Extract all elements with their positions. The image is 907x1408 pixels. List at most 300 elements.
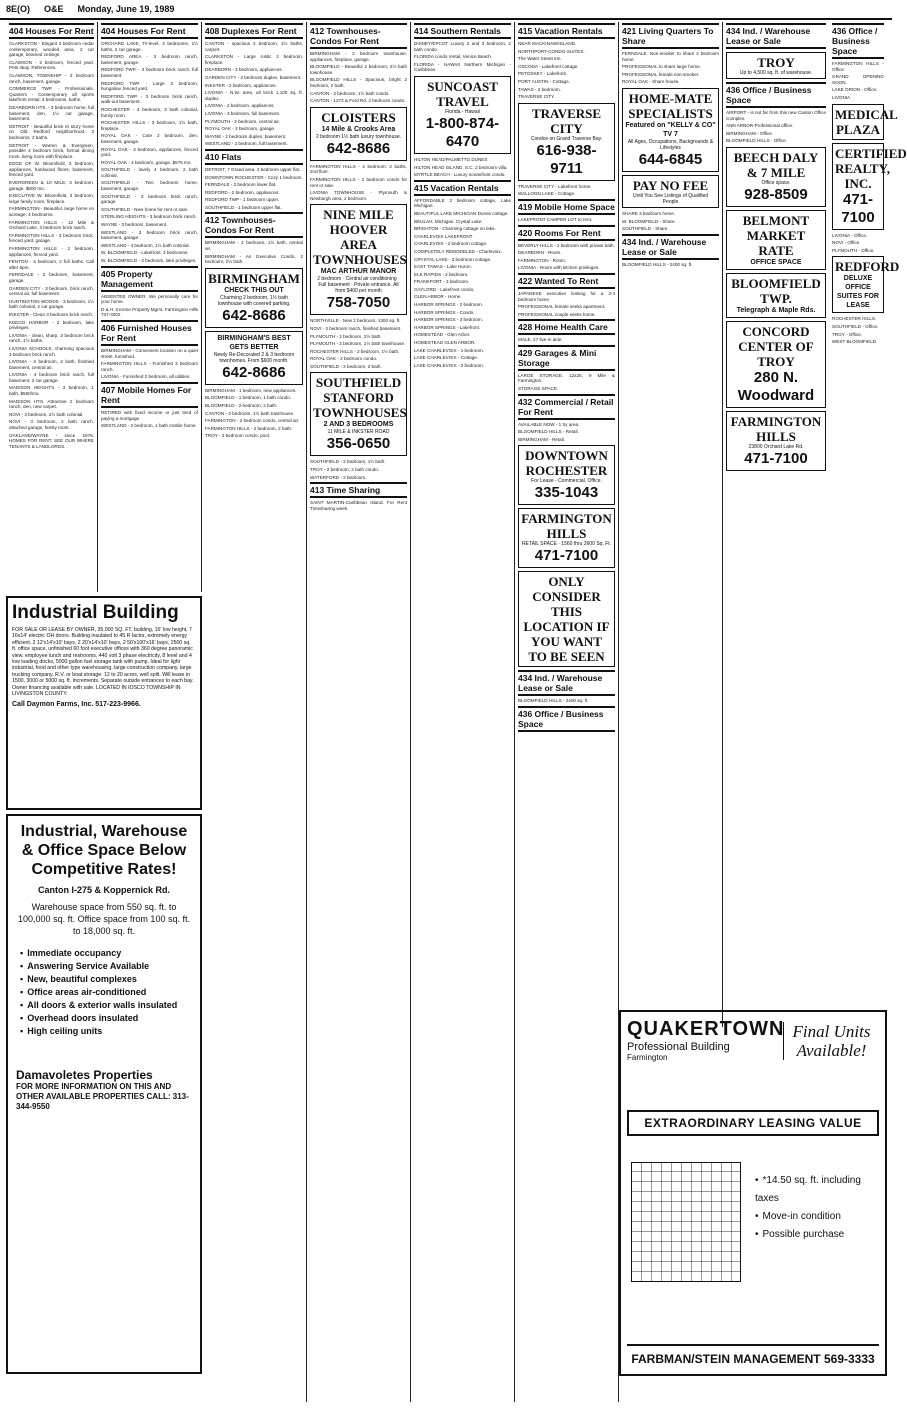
display-ad-tiny: 11 MILE & INKSTER ROAD xyxy=(327,429,390,436)
classified-ad: ROYAL OAK - 2 bedroom, garage. xyxy=(205,126,276,132)
classified-ad: SOUTHFIELD - Share. xyxy=(622,226,669,232)
classified-ad: ROYAL OAK - Cute 2 bedroom, den, basement, garage. xyxy=(101,133,198,144)
floor-plan-graphic xyxy=(631,1162,741,1282)
classified-ad: CRYSTAL LAKE - 3 bedroom cottage. xyxy=(414,256,492,262)
section-heading: 436 Office / Business Space xyxy=(726,82,826,108)
classified-ad: BLOOMFIELD - Beautiful 2 bedroom, 2½ bath townhouse. xyxy=(310,64,407,75)
display-ad-big: SOUTHFIELD STANFORD TOWNHOUSES xyxy=(313,375,407,421)
section-heading: 428 Home Health Care xyxy=(518,319,615,335)
section-heading: 420 Rooms For Rent xyxy=(518,225,615,241)
display-ad-phone: 642-8686 xyxy=(222,363,286,381)
classified-ad: ANN ARBOR-Professional office. xyxy=(726,123,794,129)
classified-ad: SOUTHFIELD - 2 bedroom, 2 bath. xyxy=(310,363,382,369)
section-heading: 412 Townhouses-Condos For Rent xyxy=(310,23,407,49)
classified-ad: HOMESTEAD - Glen Arbor. xyxy=(414,332,471,338)
classified-ad: ROCHESTER HILLS - 3 bedroom, 1½ bath, fireplace. xyxy=(101,120,198,131)
classified-ad: CANTON - 1273 & Ford Rd. 2 bedroom condo. xyxy=(310,98,406,104)
classified-ad: REDFORD AREA - 3 bedroom ranch, basement, garage. xyxy=(101,54,198,65)
display-ad xyxy=(310,204,407,315)
classified-ad: BLOOMFIELD - 1 bedroom, 1 bath condo. xyxy=(205,395,292,401)
quakertown-final-units: Final Units Available! xyxy=(783,1022,875,1060)
classified-ad: BEULAH, Michigan. Crystal Lake. xyxy=(414,218,483,224)
industrial-phone: Call Daymon Farms, Inc. 517-223-9966. xyxy=(12,701,141,709)
classified-column xyxy=(98,22,202,592)
section-heading: 407 Mobile Homes For Rent xyxy=(101,382,198,408)
classified-ad: AFFORDABLE 2 bedroom cottage, Lake Michigan. xyxy=(414,197,511,209)
warehouse-feature: ▪ All doors & exterior walls insulated xyxy=(20,999,192,1012)
classified-ad: TRAVERSE CITY - Lakefront home. xyxy=(518,183,592,189)
display-ad xyxy=(726,52,826,79)
classified-ad: ROYAL OAK - 2 bedroom condo. xyxy=(310,356,378,362)
display-ad xyxy=(832,143,907,230)
display-ad-mid: Featured on "KELLY & CO" TV 7 xyxy=(625,121,716,138)
classified-ad: ABSENTEE OWNER. We personally care for your home. xyxy=(101,293,198,305)
classified-ad: COMMERCE TWP. - Professionals. Quarters - Contemporary all sports lakefront rental, 4 bedrooms, baths. xyxy=(9,86,94,103)
display-ad-big: CERTIFIED REALTY, INC. xyxy=(835,145,907,191)
classified-ad: SHARE 3 bedroom home. xyxy=(622,210,676,216)
display-ad xyxy=(726,147,826,207)
warehouse-location: Canton I-275 & Koppernick Rd. xyxy=(37,885,171,895)
classified-ad: LAKE CHARLEVOIX - Cottage. xyxy=(414,355,479,361)
display-ad xyxy=(205,331,303,385)
display-ad-big: HOME-MATE SPECIALISTS xyxy=(628,90,713,121)
section-heading: 432 Commercial / Retail For Rent xyxy=(518,394,615,420)
display-ad xyxy=(205,268,303,328)
display-ad xyxy=(518,508,615,568)
classified-ad: HARBOR SPRINGS - Condo. xyxy=(414,309,475,315)
classified-ad: D & H. Income Property Mgmt. Farmington Hills 737-4002 xyxy=(101,306,199,318)
classified-ad: NOVI - Office. xyxy=(832,240,861,246)
issue-date: Monday, June 19, 1989 xyxy=(77,4,175,14)
classified-ad: FARMINGTON HILLS - 2 bedroom, 2 baths, 2nd floor. xyxy=(310,163,407,175)
display-ad-big: BEECH DALY & 7 MILE xyxy=(733,149,819,180)
classified-ad: DETROIT - Warren & Evergreen, possible 4 bedroom brick, formal dining room, living room with fireplace. xyxy=(9,142,94,159)
section-heading: 434 Ind. / Warehouse Lease or Sale xyxy=(518,670,615,696)
display-ad xyxy=(726,273,826,318)
classified-ad: DETROIT, 7 Grand area, 2 bedroom upper flat. xyxy=(205,166,301,172)
display-ad-phone: 471-7100 xyxy=(744,449,808,467)
display-ad-tiny: RETAIL SPACE · 1560 thru 2600 Sq. Ft. xyxy=(521,541,612,548)
classified-ad: LIVONIA - clean, sharp, 3 bedroom brick ranch, 1½ baths. xyxy=(9,332,94,344)
classified-ad: BIRMINGHAM - Office. xyxy=(726,130,774,136)
display-ad xyxy=(518,571,615,667)
classified-ad: CANTON - 2 bedroom, 1½ bath condo. xyxy=(310,90,390,96)
display-ad-tiny: Florida - Hawaii xyxy=(445,108,480,115)
classified-ad: DOWNTOWN ROCHESTER - Cozy 1 bedroom. xyxy=(205,174,303,180)
classified-ad: FARMINGTON HILLS - 12 Mile & Orchard Lake, 3 bedroom brick ranch. xyxy=(9,219,94,231)
classified-column xyxy=(202,22,307,1402)
warehouse-contact: FOR MORE INFORMATION ON THIS AND OTHER AVAILABLE PROPERTIES CALL: 313-344-9550 xyxy=(16,1082,189,1111)
display-ad-phone: 335-1043 xyxy=(534,484,599,502)
classified-ad: AVAILABLE NOW - 1 try area. xyxy=(518,421,580,427)
classified-ad: TROY - 2 bedroom condo, pool. xyxy=(205,433,271,439)
classified-ad: ROCHESTER HILLS - 2 bedroom, 1½ bath. xyxy=(310,348,400,354)
display-ad-mid: MAC ARTHUR MANOR xyxy=(320,268,397,276)
classified-ad: FARMINGTON - Room. xyxy=(518,257,567,263)
classified-ad: SAINT MARTIN-Caribbean Island. For Rent Timesharing week. xyxy=(310,500,407,511)
classified-ad: BIRMINGHAM - An Executive Condo, 2 bedroom, 2½ bath. xyxy=(205,253,303,265)
classified-ad: MYRTLE BEACH - Luxury oceanfront condo. xyxy=(414,172,506,178)
classified-ad: BIRMINGHAM - Retail. xyxy=(518,436,565,442)
classified-ad: LAKEFRONT CAMPER LOT to rent. xyxy=(518,216,593,222)
display-ad xyxy=(726,321,826,408)
classified-ad: TROY - Office. xyxy=(832,331,862,337)
display-ad-big: TROY xyxy=(757,55,795,70)
classified-ad: FERNDALE - 2 bedroom, basement, garage. xyxy=(9,272,94,283)
classified-ad: ROYAL OAK - Share house. xyxy=(622,79,680,85)
classified-ad: CLAWSON, TOWNSHIP - 3 bedroom ranch, basement, garage. xyxy=(9,72,94,84)
section-heading: 421 Living Quarters To Share xyxy=(622,23,719,49)
classified-ad: LIVONIA - Furnished 2 bedroom, all utilities. xyxy=(101,374,191,380)
classified-ad: W. BLOOMFIELD - Share. xyxy=(622,218,676,224)
classified-ad: ORCHARD LAKE, Tri-level, 3 bedrooms, 1½ baths, 2 car garage. xyxy=(101,41,198,52)
classified-ad: TAWAS - 2 bedroom. xyxy=(518,86,561,92)
classified-ad: BEVERLY HILLS - 1 bedroom with private bath. xyxy=(518,242,615,248)
display-ad xyxy=(622,175,719,208)
display-ad-big: BIRMINGHAM xyxy=(208,270,300,286)
classified-ad: WESTLAND - 2 bedroom, full basement. xyxy=(205,141,288,147)
quakertown-features xyxy=(755,1172,885,1244)
classified-ad: GRAND OPENING SOON. xyxy=(832,74,884,85)
display-ad-tiny: Charming 2 bedroom, 1½ bath townhouse with covered parking. xyxy=(217,294,291,307)
display-ad xyxy=(518,445,615,505)
display-ad-phone: 616-938-9711 xyxy=(536,141,597,177)
classified-ad: CHARLEVOIX LAKEFRONT xyxy=(414,233,473,239)
classified-ad: NORTHVILLE - New 2 bedroom, 1300 sq. ft. xyxy=(310,318,401,324)
classified-ad: CLARKSTON - Elegant 3 bedroom cedar contemporary, wooded area, 2 car garage, beamed ceilings. xyxy=(9,41,94,58)
classified-ad: PROFESSIONAL couple seeks home. xyxy=(518,311,596,317)
classified-ad: PLYMOUTH - Office. xyxy=(832,247,875,253)
classified-ad: HARBOR SPRINGS - 3 bedroom. xyxy=(414,317,483,323)
industrial-text: FOR SALE OR LEASE BY OWNER, 35,000 SQ. FT. building, 16' low height, 7 16x14' electric OH doors. Building insulated to 45 R factor, extremely energy efficient. 2 12'x14'x10' bays, 2 20'x14'x10' bays, 2 50'x100'x16' bays, 2500 sq. ft. office space, unfinished 60 foot executive offices with 360 degree panoramic view, employee lunch and restrooms, 440 volt 3 phase electricity, 8 level and 4 low loading docks, 5000 gallon fuel storage tank with pump. Ideal for light industrial, food and other type warehousing, large construction company, large trucking company, R.V. or boat storage. 12 to 20 acres, well split. Will lease in 1500, 3000 or 5000 sq. ft. increments. Separate outside entrances to each bay. Owner financing available with sale. LOCATED IN IOSCO TOWNSHIP IN LIVINGSTON COUNTY. xyxy=(12,627,194,698)
display-ad-big: REDFORD xyxy=(835,259,900,275)
section-heading: 405 Property Management xyxy=(101,266,198,292)
display-ad xyxy=(414,76,511,154)
display-ad-phone: 642-8686 xyxy=(326,139,391,157)
classified-column xyxy=(6,22,98,592)
classified-ad: FLORIDA - HAWAII Northern Michigan - Caribbean. xyxy=(414,61,511,73)
classified-ad: FARMINGTON HILLS - 2 bedroom, 2 bath. xyxy=(205,425,293,431)
classified-ad: BIRMINGHAM - 2 bedroom, 1½ bath, central air. xyxy=(205,240,303,252)
classified-ad: EVERGREEN & 10 MILE, 3 bedroom, garage. $500 mo. xyxy=(9,180,94,191)
display-ad-mid: Telegraph & Maple Rds. xyxy=(736,306,816,314)
display-ad-mid: 2 AND 3 BEDROOMS xyxy=(323,421,394,429)
classified-ad: HARBOR SPRINGS - 2 bedroom. xyxy=(414,302,483,308)
display-ad xyxy=(726,411,826,471)
classified-ad: PLYMOUTH - 2 bedroom, central air. xyxy=(205,118,280,124)
display-ad-phone: 471-7100 xyxy=(534,547,599,565)
classified-ad: HARBOR SPRINGS - Lakefront. xyxy=(414,324,481,330)
classified-ad: W. BLOOMFIELD - 2 bedroom, lake privileges. xyxy=(101,258,197,263)
display-ad xyxy=(832,256,900,313)
display-ad-tiny: 2 bedroom 1½ bath luxury townhouse. xyxy=(315,133,402,140)
classified-ad: OAKLAND/WAYNE - since 1976, HOMES FOR RENT. SEE OUR WHERE TENANTS & LANDLORDS. xyxy=(9,432,94,449)
classified-ad: FARMINGTON - Beautiful, large home on acreage, 4 bedrooms. xyxy=(9,206,94,218)
classified-ad: PLYMOUTH - 2 bedroom, 2½ bath. xyxy=(310,333,382,339)
section-heading: 404 Houses For Rent xyxy=(9,23,94,39)
classified-column xyxy=(515,22,619,1402)
page-number: 8E(O) xyxy=(6,4,31,14)
display-ad-big: BLOOMFIELD TWP. xyxy=(731,275,821,306)
classified-ad: CANTON - 2 bedroom, 1½ bath townhouse. xyxy=(205,410,295,416)
display-ad-big: DOWNTOWN ROCHESTER xyxy=(525,448,608,479)
classified-ad: LARGE STORAGE. 12x25, 9 Mile & Farmington. xyxy=(518,372,615,384)
classified-ad: REDFORD TWP. - 3 bedroom brick ranch, full basement. xyxy=(101,67,198,78)
display-ad-big: NINE MILE HOOVER AREA TOWNHOUSES xyxy=(313,207,407,268)
classified-ad: FARMINGTON HILLS - 2 bedroom, appliances, fenced yard. xyxy=(9,246,94,257)
classified-ad: PORT AUSTIN - Cottage. xyxy=(518,78,570,84)
section-heading: 419 Mobile Home Space xyxy=(518,199,615,215)
display-ad-phone: 644-6845 xyxy=(638,150,703,168)
classified-ad: TRAVERSE CITY. xyxy=(518,94,555,100)
classified-ad: HOMESTEAD GLEN ARBOR. xyxy=(414,340,476,346)
classified-ad: KEEGO HARBOR - 2 bedroom, lake privileges. xyxy=(9,319,94,331)
section-heading: 404 Houses For Rent xyxy=(101,23,198,39)
display-ad-big: BELMONT MARKET RATE xyxy=(742,212,810,258)
classified-ad: LIVONIA TOWNHOUSE - Plymouth & Newburgh area, 2 bedroom. xyxy=(310,190,407,201)
section-heading: 408 Duplexes For Rent xyxy=(205,23,303,39)
classified-ad: NEAR MACKINAW/ISLAND. xyxy=(518,41,577,46)
display-ad-tiny: For Lease - Commercial, Office. xyxy=(531,478,602,485)
classified-ad: LAKE ORION - Office. xyxy=(832,87,878,93)
classified-ad: INKSTER - 2 bedroom, appliances. xyxy=(205,82,277,88)
display-ad-phone: 280 N. Woodward xyxy=(737,368,815,404)
classified-ad: BLOOMFIELD HILLS - 2400 sq. ft. xyxy=(622,261,693,267)
quakertown-feature: • Move-in condition xyxy=(755,1208,885,1226)
warehouse-feature: ▪ High ceiling units xyxy=(20,1025,192,1038)
classified-ad: DEARBORN - 2 bedroom, appliances. xyxy=(205,67,283,73)
quakertown-ad xyxy=(619,1010,887,1376)
display-ad xyxy=(310,372,407,456)
classified-ad: FARMINGTON HILLS - Office. xyxy=(832,61,884,72)
classified-ad: FERNDALE - 2 bedroom lower flat. xyxy=(205,182,277,188)
classified-ad: LIVONIA - 3 bedroom, 2 bath, finished basement, central air. xyxy=(9,359,94,370)
classified-ad: TROY - 2 bedroom, 2 bath condo. xyxy=(310,467,380,473)
display-ad-big: FARMINGTON HILLS xyxy=(521,511,612,542)
classified-column xyxy=(619,22,723,1027)
classified-ad: LAKE CHARLEVOIX - 2 bedroom. xyxy=(414,362,484,368)
display-ad-tiny: Until You See Listings of Qualified People xyxy=(632,192,709,205)
classified-ad: MALE, 27 live-in aide. xyxy=(518,337,563,343)
display-ad-phone: 758-7050 xyxy=(326,294,391,312)
classified-ad: DEARBORN - Room. xyxy=(518,250,562,256)
classified-ad: LIVONIA - 4 bedroom brick ranch, full basement, 2 car garage. xyxy=(9,372,94,383)
quakertown-location: Farmington xyxy=(627,1053,668,1062)
classified-ad: PETOSKEY - Lakefront. xyxy=(518,71,568,77)
display-ad-big: PAY NO FEE xyxy=(632,177,709,193)
masthead xyxy=(0,0,892,20)
classified-column xyxy=(829,22,907,1027)
classified-ad: NOVI - 3 bedroom, 2 bath ranch, attached garage, family room. xyxy=(9,419,94,431)
classified-ad: SOUTHFIELD - 2 bedroom, 1½ bath. xyxy=(310,459,386,465)
classified-column xyxy=(307,22,411,1402)
display-ad-phone: 356-0650 xyxy=(326,435,391,453)
classified-ad: LIVONIA - 3 bedroom, full basement. xyxy=(205,110,281,116)
classified-ad: BRIGHTON - Charming cottage on lake. xyxy=(414,226,496,232)
classified-ad: FARMINGTON HILLS - 3 bedroom brick, fenced yard, garage. xyxy=(9,232,94,244)
display-ad xyxy=(310,107,407,161)
display-ad-tiny: Newly Re-Decorated 2 & 3 bedroom townhomes. From $600 month. xyxy=(213,351,295,364)
classified-ad: BLOOMFIELD - 2 bedroom, 2 bath. xyxy=(205,403,278,409)
classified-ad: FARMINGTON HILLS - 2 bedroom condo for rent or sale. xyxy=(310,176,407,188)
classified-ad: NORTHPORT-CONDO-SUITES. xyxy=(518,48,585,54)
display-ad-big: SUNCOAST TRAVEL xyxy=(427,78,498,109)
classified-ad: ELK RAPIDS - 2 bedroom. xyxy=(414,271,469,277)
display-ad-tiny: 2 bedroom · Central air conditioning · Full basement · Private entrance. All from $400 per month xyxy=(317,276,400,295)
classified-ad: HILTON HEAD/PALMETTO DUNES xyxy=(414,156,488,162)
quakertown-contact: FARBMAN/STEIN MANAGEMENT 569-3333 xyxy=(627,1344,879,1366)
section-heading: 412 Townhouses-Condos For Rent xyxy=(205,212,303,238)
display-ad-big: TRAVERSE CITY xyxy=(531,105,602,136)
classified-ad: REDFORD - 2 bedroom, appliances. xyxy=(205,189,280,195)
classified-ad: SOUTHFIELD - Two bedroom home, basement, garage. xyxy=(101,180,198,192)
classified-ad: GARDEN CITY - 2 bedroom duplex, basement. xyxy=(205,74,302,80)
classified-ad: WATERFORD - 2 bedroom. xyxy=(310,474,367,480)
classified-ad: CANTON - spacious 2 bedroom, 1½ baths, carport. xyxy=(205,41,303,52)
section-heading: 436 Office / Business Space xyxy=(832,23,884,59)
classified-ad: FERNDALE. Non-smoker to share 2 bedroom home. xyxy=(622,51,719,62)
classified-ad: BLOOMFIELD HILLS - Retail. xyxy=(518,429,579,435)
classified-ad: BIRMINGHAM - 2 bedroom townhouse, appliances, fireplace, garage. xyxy=(310,51,407,62)
classified-column xyxy=(411,22,515,1402)
classified-ad: AIRPORT - is not far from this new Canton Office Complex. xyxy=(726,110,826,121)
display-ad-mid: CHECK THIS OUT xyxy=(224,286,284,294)
classified-ad: REDFORD TWP. - Large 3 bedroom, bungalow, fenced yard. xyxy=(101,80,198,92)
warehouse-feature: ▪ New, beautiful complexes xyxy=(20,973,192,986)
display-ad xyxy=(832,104,898,140)
classified-ad: BIRMINGHAM - 1 bedroom, new appliances. xyxy=(205,387,297,393)
classified-ad: ROCHESTER - 4 bedroom, 3 bath colonial, family room. xyxy=(101,106,198,118)
classified-ad: HUNTINGTON WOODS - 3 bedroom, 1½ bath colonial, 2 car garage. xyxy=(9,298,94,310)
classified-ad: LAKE CHARLEVOIX - 1 bedroom. xyxy=(414,347,484,353)
classified-ad: BEAUTIFUL LAKE MICHIGAN Dunes cottage. xyxy=(414,210,509,216)
warehouse-features xyxy=(20,947,192,1038)
industrial-heading: Industrial Building xyxy=(12,602,179,623)
display-ad-phone: 642-8686 xyxy=(222,306,286,324)
warehouse-ad xyxy=(6,814,202,1374)
display-ad xyxy=(726,210,826,270)
classified-ad: CLAWSON - 2 bedroom, fenced yard, Pets okay. References. xyxy=(9,59,94,71)
classified-ad: GARDEN CITY - 3 bedroom, brick ranch, central air, full basement. xyxy=(9,285,94,297)
classified-ad: WESTLAND - 3 bedroom brick ranch, basement, garage. xyxy=(101,229,198,241)
classified-ad: GLEN ARBOR - Home. xyxy=(414,294,462,300)
section-heading: 414 Southern Rentals xyxy=(414,23,511,39)
classified-ad: FARMINGTON HILLS - Furnished 3 bedroom ranch. xyxy=(101,361,198,372)
classified-ad: LIVONIA - Office. xyxy=(832,232,868,238)
section-heading: 429 Garages & Mini Storage xyxy=(518,345,615,371)
warehouse-company: Damavoletes Properties xyxy=(16,1068,153,1082)
classified-ad: The Water Street Inn. xyxy=(518,56,562,62)
classified-ad: W. BLOOMFIELD - Lakefront, 3 bedrooms. xyxy=(101,250,189,256)
classified-ad: DEARBORN HTS. - 3 bedroom home, full basement, den, 1½ car garage, basement. xyxy=(9,104,95,122)
display-ad-mid: BIRMINGHAM'S BEST GETS BETTER xyxy=(217,334,291,351)
display-ad-tiny: 23800 Orchard Lake Rd. xyxy=(748,443,804,450)
classified-ad: SOUTHFIELD - lovely 4 bedroom, 2 bath colonial. xyxy=(101,167,198,178)
classified-ad: PROFESSIONAL female non-smoker. xyxy=(622,71,700,77)
classified-ad: BLOOMFIELD HILLS - 2400 sq. ft. xyxy=(518,698,589,704)
display-ad-big: CLOISTERS xyxy=(321,109,396,125)
section-heading: 434 Ind. / Warehouse Lease or Sale xyxy=(726,23,826,49)
classified-ad: FARMINGTON - 2 bedroom condo, central air. xyxy=(205,418,300,424)
classified-ad: FLORIDA condo rental, Venice Beach. xyxy=(414,54,493,60)
classified-ad: FENTON - 4 bedroom, 2 full baths. Call after 6pm. xyxy=(9,259,94,270)
classified-ad: WEST BLOOMFIELD. xyxy=(832,339,878,345)
classified-ad: OSCODA - Lakefront cottage. xyxy=(518,63,579,69)
classified-ad: REDFORD TWP. - 3 bedroom brick ranch, walk-out basement. xyxy=(101,93,198,105)
section-heading: 406 Furnished Houses For Rent xyxy=(101,320,198,346)
classified-ad: HILTON HEAD ISLAND, S.C. 2 bedroom villa. xyxy=(414,164,508,170)
classified-ad: REDFORD TWP - 1 bedroom upper. xyxy=(205,197,280,203)
warehouse-feature: ▪ Answering Service Available xyxy=(20,960,192,973)
classified-ad: SOUTHFIELD - New home for rent or sale. xyxy=(101,206,189,212)
display-ad-mid: OFFICE SPACE xyxy=(750,258,802,266)
classified-ad: STERLING HEIGHTS - 3 bedroom brick ranch. xyxy=(101,214,197,220)
quakertown-subtitle: Professional Building xyxy=(627,1041,730,1053)
classified-ad: DETROIT - Beautiful brick tri story home on Old Redford neighborhood, 3 bedrooms, 2 baths. xyxy=(9,123,94,140)
classified-ad: WAYNE - 3 bedroom, basement. xyxy=(101,222,168,228)
display-ad xyxy=(622,88,719,172)
classified-ad: PLYMOUTH - 2 bedroom, 1½ bath townhouse. xyxy=(310,341,406,347)
classified-ad: EDGE OF W. Bloomfield, 3 bedroom, appliances, hardwood floors, basement, fenced yard. xyxy=(9,161,94,178)
display-ad-tiny: Condos on Grand Traverse Bay. xyxy=(530,135,603,142)
quakertown-feature: • *14.50 sq. ft. including taxes xyxy=(755,1172,885,1208)
classified-ad: PROFESSIONAL to share large home. xyxy=(622,64,701,70)
classified-ad: EXECUTIVE W. Bloomfield, 3 bedroom, large family room, fireplace. xyxy=(9,193,94,204)
classified-ad: LIVONIA - N.W. area, all brick 1,100 sq. ft. duplex. xyxy=(205,90,303,101)
display-ad-big: ONLY CONSIDER THIS LOCATION IF YOU WANT TO BE SEEN xyxy=(523,574,610,665)
warehouse-feature: ▪ Immediate occupancy xyxy=(20,947,192,960)
display-ad-big: CONCORD CENTER OF TROY xyxy=(738,323,814,369)
classified-ad: BLOOMFIELD HILLS - Office. xyxy=(726,138,787,144)
section-heading: 422 Wanted To Rent xyxy=(518,273,615,289)
display-ad-mid: 14 Mile & Crooks Area xyxy=(321,125,396,133)
display-ad-phone: 471-7100 xyxy=(841,190,875,226)
classified-ad: GAYLORD - Lakefront condo. xyxy=(414,286,475,292)
warehouse-heading: Industrial, Warehouse & Office Space Below Competitive Rates! xyxy=(20,823,188,878)
classified-ad: EAST TAWAS - Lake Huron. xyxy=(414,264,472,270)
classified-column xyxy=(723,22,829,1027)
classified-ad: WALLOON LAKE - Cottage. xyxy=(518,191,576,197)
display-ad-mid: DELUXE OFFICE SUITES FOR LEASE xyxy=(836,275,879,310)
classified-ad: WESTLAND - 2 bedroom, 1 bath mobile home. xyxy=(101,423,197,429)
display-ad-phone: 928-8509 xyxy=(744,185,808,203)
classified-ad: RETIRED with fixed income or just tired of paying a mortgage. xyxy=(101,409,198,421)
classified-ad: FRANKFORT - 3 bedroom. xyxy=(414,279,470,285)
classified-ad: LIVONIA - Room with kitchen privileges. xyxy=(518,265,600,271)
section-heading: 415 Vacation Rentals xyxy=(518,23,615,39)
warehouse-feature: ▪ Office areas air-conditioned xyxy=(20,986,192,999)
display-ad-tiny: Up to 4,500 sq. ft. of warehouse. xyxy=(739,70,813,76)
quakertown-feature: • Possible purchase xyxy=(755,1226,885,1244)
classified-ad: MADISON HTS. Attractive 2 bedroom ranch, den, new carpet. xyxy=(9,398,94,410)
display-ad-phone: 1-800-874-6470 xyxy=(425,114,500,150)
classified-ad: JAPANESE executive looking for a 3-4 bedroom home. xyxy=(518,290,615,302)
classified-ad: WESTLAND - 4 bedroom, 1½ bath colonial. xyxy=(101,242,190,248)
classified-ad: BLOOMFIELD HILLS - Spacious, bright 2 bedroom, 2 bath. xyxy=(310,77,407,88)
classified-ad: LIVONIA - 2 bedroom, appliances. xyxy=(205,103,275,109)
classified-ad: DISNEY/EPCOT Luxury 2 and 3 bedroom, 2 bath condo. xyxy=(414,41,511,52)
classified-ad: NOVI - 3 bedroom ranch, finished basement. xyxy=(310,325,402,331)
classified-ad: CHARLEVOIX - 2 bedroom cottage. xyxy=(414,241,488,247)
classified-ad: CLARKSTON - Large rustic 2 bedroom, fireplace. xyxy=(205,54,303,65)
classified-ad: ROYAL OAK - 2 bedroom, garage. $575 mo. xyxy=(101,159,192,165)
classified-ad: ROYAL OAK - 3 bedroom, appliances, fenced yard. xyxy=(101,146,198,158)
section-heading: 415 Vacation Rentals xyxy=(414,180,511,196)
section-heading: 434 Ind. / Warehouse Lease or Sale xyxy=(622,234,719,260)
classified-ad: SOUTHFIELD - 3 bedroom brick ranch, garage. xyxy=(101,193,198,205)
classified-ad: INKSTER - Clean 3 bedroom brick ranch. xyxy=(9,311,94,317)
classified-ad: SOUTHFIELD - 1 bedroom upper flat. xyxy=(205,204,282,210)
